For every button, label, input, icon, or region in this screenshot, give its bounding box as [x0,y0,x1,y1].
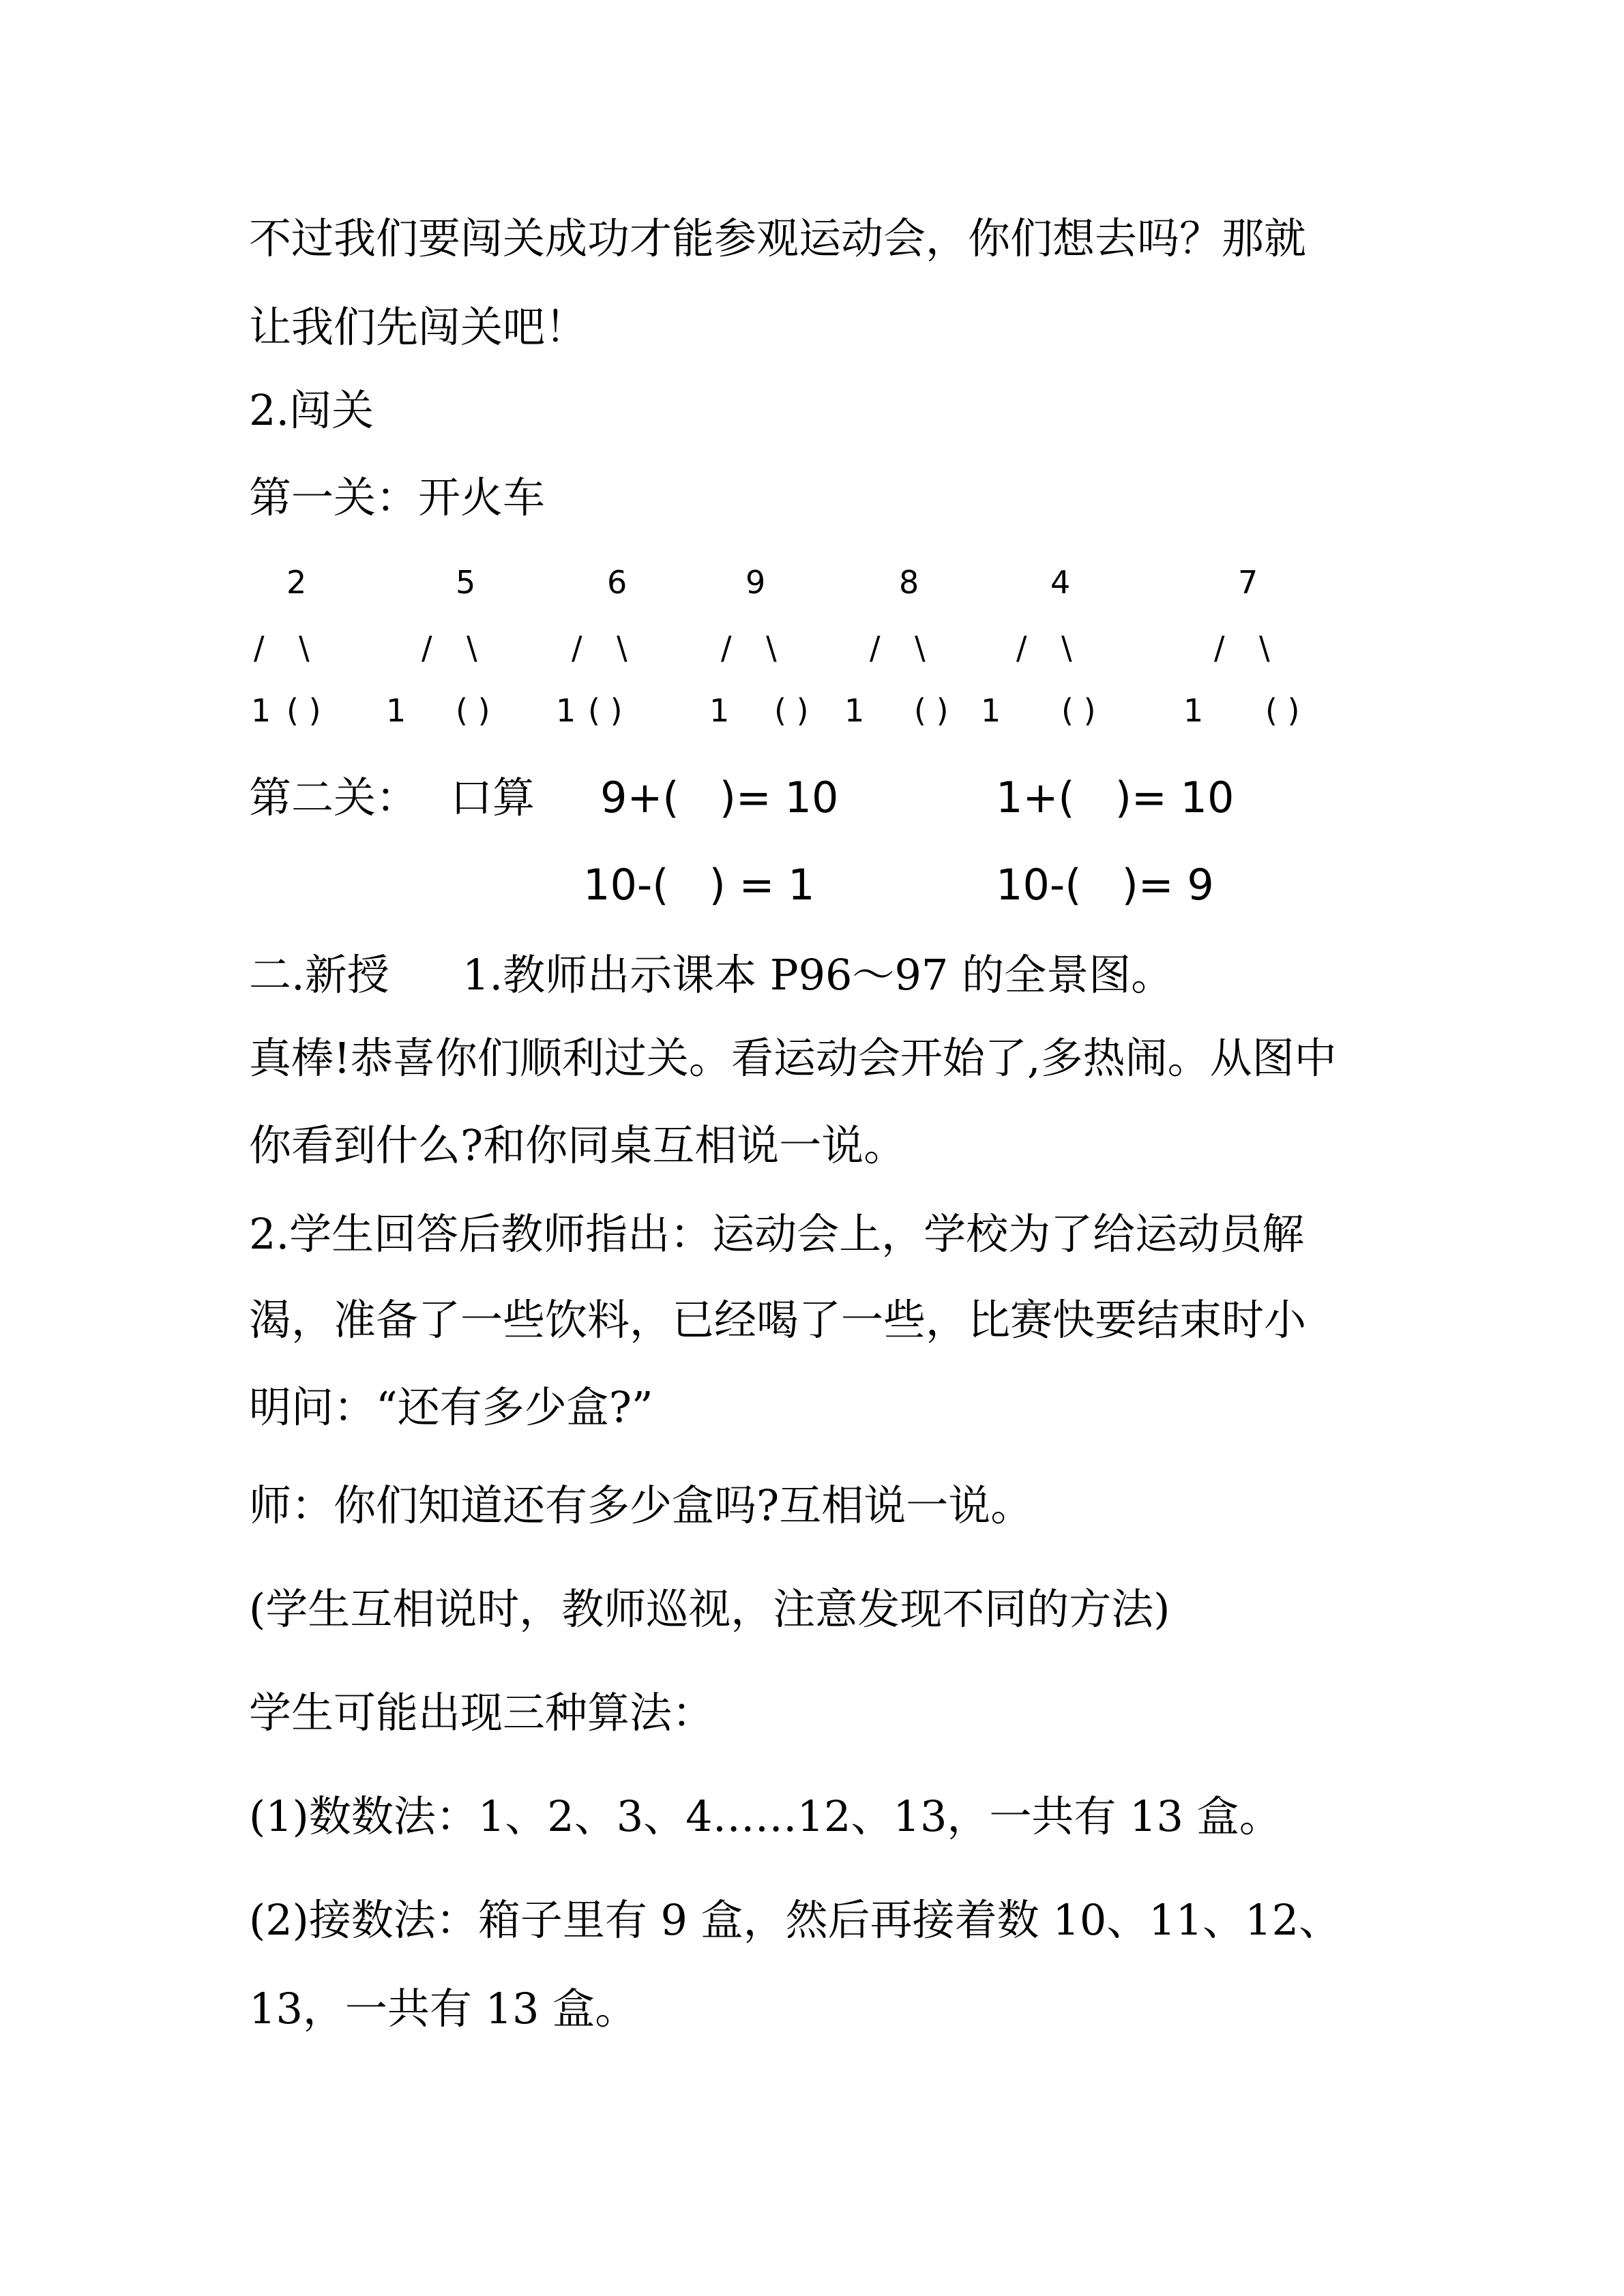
train-base-right: ( ) [456,692,490,729]
train-branch: / \ [1016,629,1084,666]
train-base-right: ( ) [774,692,809,729]
new-lesson-item-1: 1.教师出示课本 P96～97 的全景图。 [462,950,1174,1000]
train-base-left: 1 [386,692,407,729]
train-base-right: ( ) [914,692,949,729]
train-branch: / \ [572,629,640,666]
train-base-right: ( ) [588,692,623,729]
section-heading-new-lesson: 二.新授 [249,950,389,1000]
train-base-right: ( ) [1061,692,1096,729]
level-2-label: 第二关： [249,773,419,822]
train-base-left: 1 [981,692,1001,729]
paragraph-1: 不过我们要闯关成功才能参观运动会，你们想去吗？那就 [249,213,1307,263]
paragraph-12: (学生互相说时，教师巡视，注意发现不同的方法) [249,1584,1170,1634]
paragraph-13: 学生可能出现三种算法： [249,1688,715,1738]
equation: 10-( ) = 1 [583,860,815,910]
section-heading-pass: 2.闯关 [249,385,374,435]
train-base-left: 1 [1183,692,1204,729]
paragraph-2: 让我们先闯关吧！ [249,302,588,352]
level-1-heading: 第一关：开火车 [249,473,546,522]
train-branch: / \ [870,629,938,666]
train-base-right: ( ) [286,692,321,729]
train-branch: / \ [422,629,490,666]
paragraph-10: 明问：“还有多少盒?” [249,1382,653,1432]
paragraph-15: (2)接数法：箱子里有 9 盒，然后再接着数 10、11、12、 [249,1895,1342,1945]
train-number: 2 [286,564,307,601]
equation: 10-( )= 9 [996,860,1214,910]
train-number: 4 [1050,564,1071,601]
paragraph-6: 真棒!恭喜你们顺利过关。看运动会开始了,多热闹。从图中 [249,1033,1337,1083]
train-base-left: 1 [556,692,576,729]
paragraph-8: 2.学生回答后教师指出：运动会上，学校为了给运动员解 [249,1209,1305,1259]
train-number: 6 [607,564,628,601]
train-base-left: 1 [709,692,730,729]
paragraph-9: 渴，准备了一些饮料，已经喝了一些，比赛快要结束时小 [249,1295,1307,1345]
train-base-right: ( ) [1265,692,1300,729]
paragraph-16: 13，一共有 13 盒。 [249,1984,638,2033]
paragraph-7: 你看到什么?和你同桌互相说一说。 [249,1120,906,1170]
train-number: 5 [456,564,476,601]
train-base-left: 1 [844,692,865,729]
train-number: 8 [899,564,919,601]
equation: 9+( )= 10 [600,773,839,822]
equation: 1+( )= 10 [996,773,1235,822]
train-number: 7 [1238,564,1258,601]
level-2-title: 口算 [450,773,535,822]
train-branch: / \ [1214,629,1282,666]
paragraph-14: (1)数数法：1、2、3、4……12、13，一共有 13 盒。 [249,1791,1282,1841]
train-base-left: 1 [251,692,271,729]
paragraph-11: 师：你们知道还有多少盒吗?互相说一说。 [249,1480,1033,1530]
train-branch: / \ [254,629,322,666]
train-branch: / \ [721,629,789,666]
train-number: 9 [745,564,766,601]
